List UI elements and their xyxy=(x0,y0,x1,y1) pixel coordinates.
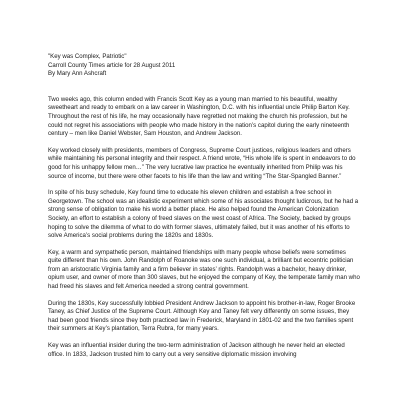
paragraph-spacer xyxy=(48,334,360,342)
paragraph-spacer xyxy=(48,181,360,189)
paragraph: During the 1830s, Key successfully lobbied President Andrew Jackson to appoint his brother-in-law, Roger Brooke Taney, as Chief Justice of the Supreme Court. Although Key and Taney felt very differently on some issues, they had been good friends since they both practiced law in Frederick, Maryland in 1801-02 and the two families spent their summers at Key’s plantation, Terra Rubra, for many years. xyxy=(48,299,356,333)
paragraph-spacer xyxy=(48,139,360,147)
article-body xyxy=(48,53,360,359)
paragraph-spacer xyxy=(48,292,360,300)
paragraph: Key, a warm and sympathetic person, maintained friendships with many people whose beliefs were sometimes quite different than his own. John Randolph of Roanoke was one such individual, a brilliant but eccentric politician from an aristocratic Virginia family and a firm believer in states’ rights. Randolph was a bachelor, heavy drinker, opium user, and owner of more than 300 slaves, but he enjoyed the company of Key, the temperate family man who had freed his slaves and felt America needed a strong central government. xyxy=(48,248,360,291)
header-spacer xyxy=(48,79,360,96)
paragraph: Key worked closely with presidents, members of Congress, Supreme Court justices, religious leaders and others while maintaining his personal integrity and their respect. A friend wrote, “His whole life is spent in endeavors to do good for his unhappy fellow men…” The very lucrative law practice he eventually inherited from Philip was his source of income, but there were other facets to his life than the law and writing “The Star-Spangled Banner.” xyxy=(48,146,356,180)
paragraph: Two weeks ago, this column ended with Francis Scott Key as a young man married to his beautiful, wealthy sweetheart and ready to embark on a law career in Washington, D.C. with his influential uncle Philip Barton Key. Throughout the rest of his life, he may occasionally have regretted not making the church his profession, but he could not regret his associations with people who made history in the nation’s capitol during the early nineteenth century – men like Daniel Webster, Sam Houston, and Andrew Jackson. xyxy=(48,95,350,138)
paragraph: In spite of his busy schedule, Key found time to educate his eleven children and establish a free school in Georgetown. The school was an idealistic experiment which some of his associates thought ludicrous, but he had a strong sense of obligation to make his world a better place. He also helped found the American Colonization Society, an effort to establish a colony of freed slaves on the west coast of Africa. The Society, backed by groups hoping to solve the dilemma of what to do with former slaves, ultimately failed, but it was another of his efforts to solve America’s social problems during the 1820s and 1830s. xyxy=(48,189,359,240)
article-title: "Key was Complex, Patriotic" xyxy=(48,53,127,60)
byline: By Mary Ann Ashcraft xyxy=(48,70,107,78)
publication-line: Carroll County Times article for 28 August 2011 xyxy=(48,61,176,69)
paragraph-spacer xyxy=(48,241,360,249)
paragraph: Key was an influential insider during the two-term administration of Jackson although he never held an elected office. In 1833, Jackson trusted him to carry out a very sensitive diplomatic mission involving xyxy=(48,342,345,358)
